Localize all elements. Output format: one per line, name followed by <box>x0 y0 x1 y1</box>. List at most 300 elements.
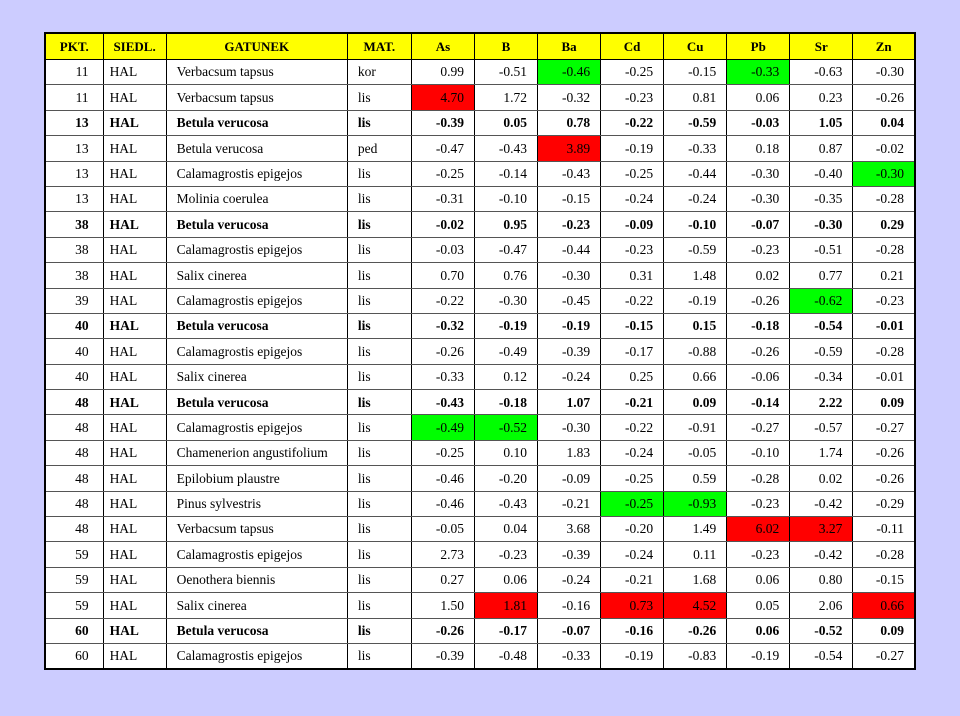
cell-ba: 3.89 <box>538 136 601 161</box>
cell-zn: -0.11 <box>853 517 915 542</box>
cell-cu: -0.15 <box>664 60 727 85</box>
cell-cd: 0.25 <box>601 364 664 389</box>
cell-siedl: HAL <box>103 440 166 465</box>
cell-pb: -0.06 <box>727 364 790 389</box>
cell-gatunek: Salix cinerea <box>166 263 347 288</box>
cell-cd: -0.15 <box>601 313 664 338</box>
header-row <box>45 33 915 60</box>
cell-siedl: HAL <box>103 186 166 211</box>
cell-sr: 0.80 <box>790 567 853 592</box>
cell-sr: -0.54 <box>790 643 853 668</box>
cell-as: -0.32 <box>411 313 474 338</box>
cell-as: -0.49 <box>411 415 474 440</box>
cell-gatunek: Verbacsum tapsus <box>166 60 347 85</box>
cell-ba: -0.21 <box>538 491 601 516</box>
cell-pkt: 39 <box>45 288 103 313</box>
cell-gatunek: Verbacsum tapsus <box>166 85 347 110</box>
cell-siedl: HAL <box>103 85 166 110</box>
table-row <box>45 364 915 389</box>
table-row <box>45 643 915 668</box>
cell-b: 1.81 <box>474 593 537 618</box>
cell-siedl: HAL <box>103 212 166 237</box>
cell-pkt: 60 <box>45 618 103 643</box>
cell-pkt: 13 <box>45 161 103 186</box>
cell-sr: -0.57 <box>790 415 853 440</box>
cell-b: 0.95 <box>474 212 537 237</box>
cell-gatunek: Calamagrostis epigejos <box>166 288 347 313</box>
cell-sr: -0.42 <box>790 542 853 567</box>
cell-sr: -0.42 <box>790 491 853 516</box>
cell-pb: 6.02 <box>727 517 790 542</box>
cell-gatunek: Betula verucosa <box>166 390 347 415</box>
cell-ba: -0.09 <box>538 466 601 491</box>
cell-zn: 0.66 <box>853 593 915 618</box>
cell-gatunek: Salix cinerea <box>166 593 347 618</box>
cell-pkt: 59 <box>45 593 103 618</box>
cell-siedl: HAL <box>103 110 166 135</box>
cell-mat: lis <box>347 643 411 668</box>
cell-cu: 1.48 <box>664 263 727 288</box>
cell-siedl: HAL <box>103 339 166 364</box>
cell-cd: -0.23 <box>601 85 664 110</box>
header-cd: Cd <box>601 33 664 60</box>
cell-siedl: HAL <box>103 415 166 440</box>
cell-cu: -0.83 <box>664 643 727 668</box>
cell-b: 0.04 <box>474 517 537 542</box>
cell-cu: -0.93 <box>664 491 727 516</box>
table-row <box>45 313 915 338</box>
cell-zn: -0.28 <box>853 339 915 364</box>
cell-mat: lis <box>347 440 411 465</box>
table-row <box>45 390 915 415</box>
cell-cd: -0.25 <box>601 491 664 516</box>
cell-gatunek: Calamagrostis epigejos <box>166 643 347 668</box>
header-gatunek: GATUNEK <box>166 33 347 60</box>
cell-cu: 1.68 <box>664 567 727 592</box>
cell-cd: -0.19 <box>601 643 664 668</box>
cell-zn: -0.26 <box>853 85 915 110</box>
cell-pb: -0.26 <box>727 339 790 364</box>
cell-cd: 0.73 <box>601 593 664 618</box>
cell-sr: -0.51 <box>790 237 853 262</box>
cell-cu: 0.81 <box>664 85 727 110</box>
cell-gatunek: Calamagrostis epigejos <box>166 415 347 440</box>
cell-b: -0.43 <box>474 136 537 161</box>
cell-siedl: HAL <box>103 643 166 668</box>
cell-as: -0.25 <box>411 440 474 465</box>
cell-mat: lis <box>347 415 411 440</box>
cell-pkt: 59 <box>45 567 103 592</box>
cell-zn: -0.23 <box>853 288 915 313</box>
cell-b: -0.47 <box>474 237 537 262</box>
cell-siedl: HAL <box>103 161 166 186</box>
table-row <box>45 237 915 262</box>
cell-pkt: 11 <box>45 60 103 85</box>
table-row <box>45 466 915 491</box>
cell-b: -0.48 <box>474 643 537 668</box>
cell-cd: -0.20 <box>601 517 664 542</box>
cell-mat: lis <box>347 161 411 186</box>
table-row <box>45 339 915 364</box>
cell-pkt: 11 <box>45 85 103 110</box>
cell-pb: -0.33 <box>727 60 790 85</box>
cell-as: -0.33 <box>411 364 474 389</box>
cell-cu: -0.26 <box>664 618 727 643</box>
cell-pb: -0.23 <box>727 542 790 567</box>
cell-cu: 0.09 <box>664 390 727 415</box>
cell-cu: -0.19 <box>664 288 727 313</box>
cell-mat: lis <box>347 288 411 313</box>
cell-gatunek: Calamagrostis epigejos <box>166 339 347 364</box>
cell-pb: -0.07 <box>727 212 790 237</box>
cell-mat: lis <box>347 542 411 567</box>
cell-pb: -0.30 <box>727 186 790 211</box>
cell-ba: -0.30 <box>538 415 601 440</box>
cell-pkt: 38 <box>45 263 103 288</box>
cell-sr: 2.06 <box>790 593 853 618</box>
cell-sr: 1.05 <box>790 110 853 135</box>
header-pkt: PKT. <box>45 33 103 60</box>
cell-sr: -0.52 <box>790 618 853 643</box>
cell-mat: kor <box>347 60 411 85</box>
header-as: As <box>411 33 474 60</box>
header-ba: Ba <box>538 33 601 60</box>
cell-zn: -0.26 <box>853 466 915 491</box>
cell-mat: ped <box>347 136 411 161</box>
cell-siedl: HAL <box>103 263 166 288</box>
cell-zn: 0.09 <box>853 618 915 643</box>
cell-sr: 0.77 <box>790 263 853 288</box>
cell-mat: lis <box>347 364 411 389</box>
cell-cu: 1.49 <box>664 517 727 542</box>
cell-as: -0.46 <box>411 491 474 516</box>
cell-pkt: 48 <box>45 390 103 415</box>
cell-siedl: HAL <box>103 491 166 516</box>
cell-sr: 0.02 <box>790 466 853 491</box>
cell-ba: -0.32 <box>538 85 601 110</box>
cell-pb: -0.23 <box>727 491 790 516</box>
cell-ba: -0.23 <box>538 212 601 237</box>
cell-as: 0.99 <box>411 60 474 85</box>
cell-pkt: 48 <box>45 517 103 542</box>
cell-cd: -0.22 <box>601 415 664 440</box>
table-row <box>45 288 915 313</box>
cell-ba: -0.45 <box>538 288 601 313</box>
cell-as: 0.70 <box>411 263 474 288</box>
table-row <box>45 161 915 186</box>
cell-ba: -0.15 <box>538 186 601 211</box>
cell-zn: -0.30 <box>853 60 915 85</box>
cell-gatunek: Betula verucosa <box>166 212 347 237</box>
table-row <box>45 415 915 440</box>
cell-pb: 0.06 <box>727 618 790 643</box>
cell-mat: lis <box>347 313 411 338</box>
cell-siedl: HAL <box>103 567 166 592</box>
cell-sr: 3.27 <box>790 517 853 542</box>
cell-zn: -0.01 <box>853 364 915 389</box>
cell-siedl: HAL <box>103 517 166 542</box>
cell-gatunek: Calamagrostis epigejos <box>166 161 347 186</box>
cell-sr: -0.62 <box>790 288 853 313</box>
cell-ba: -0.39 <box>538 542 601 567</box>
cell-as: 0.27 <box>411 567 474 592</box>
table-row <box>45 440 915 465</box>
cell-as: -0.26 <box>411 339 474 364</box>
cell-siedl: HAL <box>103 237 166 262</box>
header-mat: MAT. <box>347 33 411 60</box>
cell-gatunek: Calamagrostis epigejos <box>166 542 347 567</box>
cell-pb: -0.03 <box>727 110 790 135</box>
data-table <box>44 32 916 670</box>
header-pb: Pb <box>727 33 790 60</box>
cell-ba: -0.39 <box>538 339 601 364</box>
cell-sr: -0.35 <box>790 186 853 211</box>
cell-b: 0.06 <box>474 567 537 592</box>
cell-sr: -0.30 <box>790 212 853 237</box>
cell-cu: -0.24 <box>664 186 727 211</box>
cell-cd: -0.09 <box>601 212 664 237</box>
cell-pkt: 40 <box>45 313 103 338</box>
cell-siedl: HAL <box>103 288 166 313</box>
cell-b: 0.05 <box>474 110 537 135</box>
cell-b: -0.17 <box>474 618 537 643</box>
header-siedl: SIEDL. <box>103 33 166 60</box>
cell-pkt: 48 <box>45 491 103 516</box>
cell-zn: -0.15 <box>853 567 915 592</box>
cell-b: -0.43 <box>474 491 537 516</box>
table-row <box>45 60 915 85</box>
cell-sr: -0.34 <box>790 364 853 389</box>
cell-pkt: 38 <box>45 237 103 262</box>
cell-pkt: 60 <box>45 643 103 668</box>
cell-gatunek: Betula verucosa <box>166 313 347 338</box>
cell-pkt: 40 <box>45 339 103 364</box>
cell-pkt: 48 <box>45 440 103 465</box>
cell-cd: -0.16 <box>601 618 664 643</box>
cell-mat: lis <box>347 567 411 592</box>
cell-sr: -0.63 <box>790 60 853 85</box>
cell-cd: -0.25 <box>601 466 664 491</box>
header-b: B <box>474 33 537 60</box>
cell-b: -0.18 <box>474 390 537 415</box>
cell-as: -0.03 <box>411 237 474 262</box>
cell-siedl: HAL <box>103 364 166 389</box>
cell-zn: -0.27 <box>853 415 915 440</box>
cell-cu: 0.15 <box>664 313 727 338</box>
cell-cu: -0.91 <box>664 415 727 440</box>
cell-zn: -0.28 <box>853 186 915 211</box>
cell-siedl: HAL <box>103 618 166 643</box>
cell-pkt: 13 <box>45 186 103 211</box>
cell-cd: -0.19 <box>601 136 664 161</box>
table-row <box>45 186 915 211</box>
cell-gatunek: Salix cinerea <box>166 364 347 389</box>
cell-zn: -0.02 <box>853 136 915 161</box>
cell-siedl: HAL <box>103 60 166 85</box>
cell-cu: -0.88 <box>664 339 727 364</box>
cell-mat: lis <box>347 110 411 135</box>
cell-b: -0.30 <box>474 288 537 313</box>
cell-zn: -0.26 <box>853 440 915 465</box>
cell-gatunek: Calamagrostis epigejos <box>166 237 347 262</box>
cell-zn: 0.04 <box>853 110 915 135</box>
cell-pb: 0.05 <box>727 593 790 618</box>
cell-pb: 0.18 <box>727 136 790 161</box>
cell-siedl: HAL <box>103 593 166 618</box>
cell-sr: 0.87 <box>790 136 853 161</box>
header-zn: Zn <box>853 33 915 60</box>
cell-ba: -0.44 <box>538 237 601 262</box>
cell-siedl: HAL <box>103 466 166 491</box>
table-row <box>45 517 915 542</box>
cell-cu: -0.59 <box>664 110 727 135</box>
cell-cu: -0.44 <box>664 161 727 186</box>
cell-cd: -0.17 <box>601 339 664 364</box>
cell-ba: -0.33 <box>538 643 601 668</box>
cell-cu: 0.11 <box>664 542 727 567</box>
cell-b: -0.51 <box>474 60 537 85</box>
cell-mat: lis <box>347 212 411 237</box>
cell-pb: 0.06 <box>727 85 790 110</box>
table-row <box>45 491 915 516</box>
table-row <box>45 212 915 237</box>
cell-sr: -0.40 <box>790 161 853 186</box>
cell-pb: -0.23 <box>727 237 790 262</box>
cell-ba: -0.46 <box>538 60 601 85</box>
cell-pb: -0.30 <box>727 161 790 186</box>
cell-pb: -0.27 <box>727 415 790 440</box>
cell-as: -0.22 <box>411 288 474 313</box>
cell-mat: lis <box>347 618 411 643</box>
cell-ba: -0.16 <box>538 593 601 618</box>
cell-as: -0.43 <box>411 390 474 415</box>
cell-mat: lis <box>347 339 411 364</box>
cell-as: -0.25 <box>411 161 474 186</box>
table-body <box>45 60 915 669</box>
table-row <box>45 136 915 161</box>
cell-pb: -0.10 <box>727 440 790 465</box>
cell-ba: -0.30 <box>538 263 601 288</box>
cell-pkt: 48 <box>45 466 103 491</box>
cell-pkt: 13 <box>45 136 103 161</box>
cell-mat: lis <box>347 466 411 491</box>
cell-mat: lis <box>347 593 411 618</box>
cell-mat: lis <box>347 491 411 516</box>
cell-gatunek: Molinia coerulea <box>166 186 347 211</box>
cell-as: -0.46 <box>411 466 474 491</box>
cell-pb: -0.26 <box>727 288 790 313</box>
cell-as: -0.26 <box>411 618 474 643</box>
cell-mat: lis <box>347 517 411 542</box>
cell-cu: -0.05 <box>664 440 727 465</box>
cell-sr: 2.22 <box>790 390 853 415</box>
cell-pb: -0.14 <box>727 390 790 415</box>
cell-sr: 0.23 <box>790 85 853 110</box>
table-row <box>45 85 915 110</box>
cell-b: 0.12 <box>474 364 537 389</box>
cell-zn: 0.09 <box>853 390 915 415</box>
cell-pkt: 59 <box>45 542 103 567</box>
cell-cu: -0.33 <box>664 136 727 161</box>
cell-mat: lis <box>347 237 411 262</box>
cell-gatunek: Betula verucosa <box>166 618 347 643</box>
cell-cd: -0.25 <box>601 161 664 186</box>
cell-cu: 4.52 <box>664 593 727 618</box>
cell-zn: -0.27 <box>853 643 915 668</box>
cell-pb: 0.02 <box>727 263 790 288</box>
cell-as: 2.73 <box>411 542 474 567</box>
cell-zn: 0.21 <box>853 263 915 288</box>
cell-pb: 0.06 <box>727 567 790 592</box>
cell-pb: -0.18 <box>727 313 790 338</box>
cell-cd: -0.24 <box>601 186 664 211</box>
cell-ba: 3.68 <box>538 517 601 542</box>
cell-cu: 0.59 <box>664 466 727 491</box>
table-header <box>45 33 915 60</box>
cell-zn: -0.01 <box>853 313 915 338</box>
cell-cd: -0.21 <box>601 390 664 415</box>
cell-b: -0.52 <box>474 415 537 440</box>
cell-as: -0.39 <box>411 110 474 135</box>
cell-b: 0.10 <box>474 440 537 465</box>
cell-zn: -0.29 <box>853 491 915 516</box>
table-row <box>45 263 915 288</box>
cell-gatunek: Betula verucosa <box>166 110 347 135</box>
cell-as: 1.50 <box>411 593 474 618</box>
cell-b: -0.23 <box>474 542 537 567</box>
cell-gatunek: Verbacsum tapsus <box>166 517 347 542</box>
cell-mat: lis <box>347 263 411 288</box>
cell-as: -0.05 <box>411 517 474 542</box>
cell-pkt: 38 <box>45 212 103 237</box>
cell-zn: 0.29 <box>853 212 915 237</box>
cell-as: -0.31 <box>411 186 474 211</box>
cell-b: -0.20 <box>474 466 537 491</box>
cell-ba: -0.24 <box>538 364 601 389</box>
cell-ba: -0.19 <box>538 313 601 338</box>
cell-cd: -0.23 <box>601 237 664 262</box>
cell-gatunek: Betula verucosa <box>166 136 347 161</box>
cell-zn: -0.28 <box>853 237 915 262</box>
cell-as: -0.02 <box>411 212 474 237</box>
table-row <box>45 618 915 643</box>
cell-gatunek: Epilobium plaustre <box>166 466 347 491</box>
cell-as: 4.70 <box>411 85 474 110</box>
cell-cu: -0.59 <box>664 237 727 262</box>
cell-mat: lis <box>347 186 411 211</box>
cell-ba: -0.43 <box>538 161 601 186</box>
cell-gatunek: Oenothera biennis <box>166 567 347 592</box>
cell-pb: -0.28 <box>727 466 790 491</box>
cell-mat: lis <box>347 85 411 110</box>
table-row <box>45 593 915 618</box>
cell-cd: -0.22 <box>601 110 664 135</box>
cell-sr: -0.54 <box>790 313 853 338</box>
cell-siedl: HAL <box>103 136 166 161</box>
cell-ba: 1.83 <box>538 440 601 465</box>
cell-pkt: 40 <box>45 364 103 389</box>
cell-pkt: 48 <box>45 415 103 440</box>
cell-siedl: HAL <box>103 313 166 338</box>
cell-cd: -0.21 <box>601 567 664 592</box>
cell-cu: 0.66 <box>664 364 727 389</box>
cell-gatunek: Pinus sylvestris <box>166 491 347 516</box>
cell-cd: -0.25 <box>601 60 664 85</box>
cell-zn: -0.30 <box>853 161 915 186</box>
header-sr: Sr <box>790 33 853 60</box>
cell-b: 1.72 <box>474 85 537 110</box>
cell-ba: 1.07 <box>538 390 601 415</box>
